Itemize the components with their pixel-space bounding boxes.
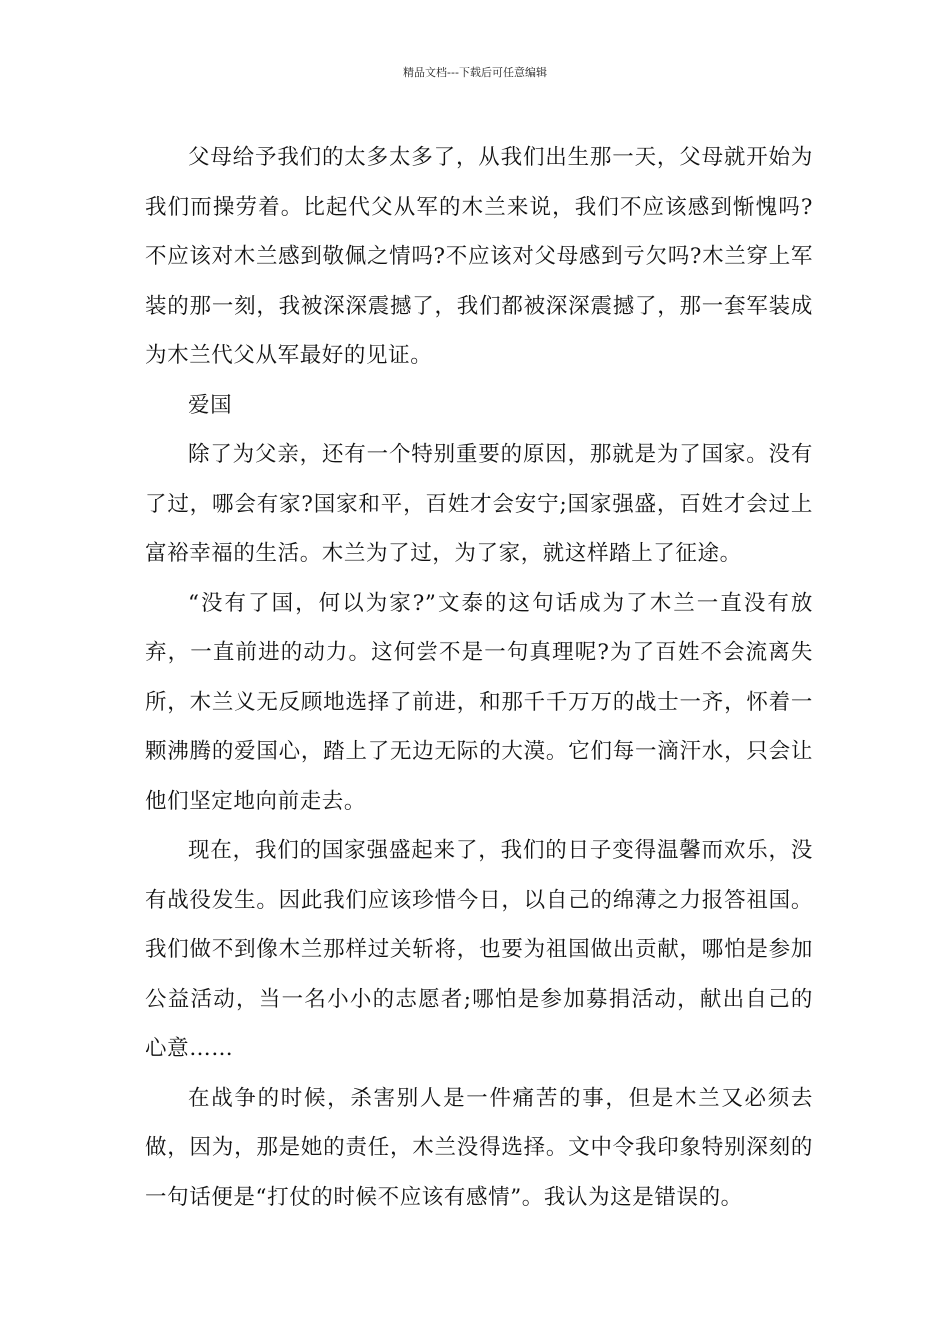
paragraph-war: 在战争的时候，杀害别人是一件痛苦的事，但是木兰又必须去做，因为，那是她的责任，木兰没得选择。文中令我印象特别深刻的一句话便是“打仗的时候不应该有感情”。我认为这是错误的。 bbox=[145, 1085, 813, 1210]
paragraph-quote: “没有了国，何以为家?”文泰的这句话成为了木兰一直没有放弃，一直前进的动力。这何尝不是一句真理呢?为了百姓不会流离失所，木兰义无反顾地选择了前进，和那千千万万的战士一齐，怀着一颗沸腾的爱国心，踏上了无边无际的大漠。它们每一滴汗水，只会让他们坚定地向前走去。 bbox=[145, 590, 813, 814]
page-header: 精品文档---下载后可任意编辑 bbox=[403, 66, 547, 79]
paragraph-today: 现在，我们的国家强盛起来了，我们的日子变得温馨而欢乐，没有战役发生。因此我们应该珍惜今日，以自己的绵薄之力报答祖国。我们做不到像木兰那样过关斩将，也要为祖国做出贡献，哪怕是参加公益活动，当一名小小的志愿者;哪怕是参加募捐活动，献出自己的心意…… bbox=[145, 838, 813, 1061]
document-body bbox=[145, 133, 813, 1222]
paragraph-country: 除了为父亲，还有一个特别重要的原因，那就是为了国家。没有了过，哪会有家?国家和平，百姓才会安宁;国家强盛，百姓才会过上富裕幸福的生活。木兰为了过，为了家，就这样踏上了征途。 bbox=[145, 442, 813, 566]
paragraph-parents: 父母给予我们的太多太多了，从我们出生那一天，父母就开始为我们而操劳着。比起代父从军的木兰来说，我们不应该感到惭愧吗?不应该对木兰感到敬佩之情吗?不应该对父母感到亏欠吗?木兰穿上军装的那一刻，我被深深震撼了，我们都被深深震撼了，那一套军装成为木兰代父从军最好的见证。 bbox=[145, 145, 813, 368]
section-heading-patriotism: 爱国 bbox=[188, 392, 233, 418]
